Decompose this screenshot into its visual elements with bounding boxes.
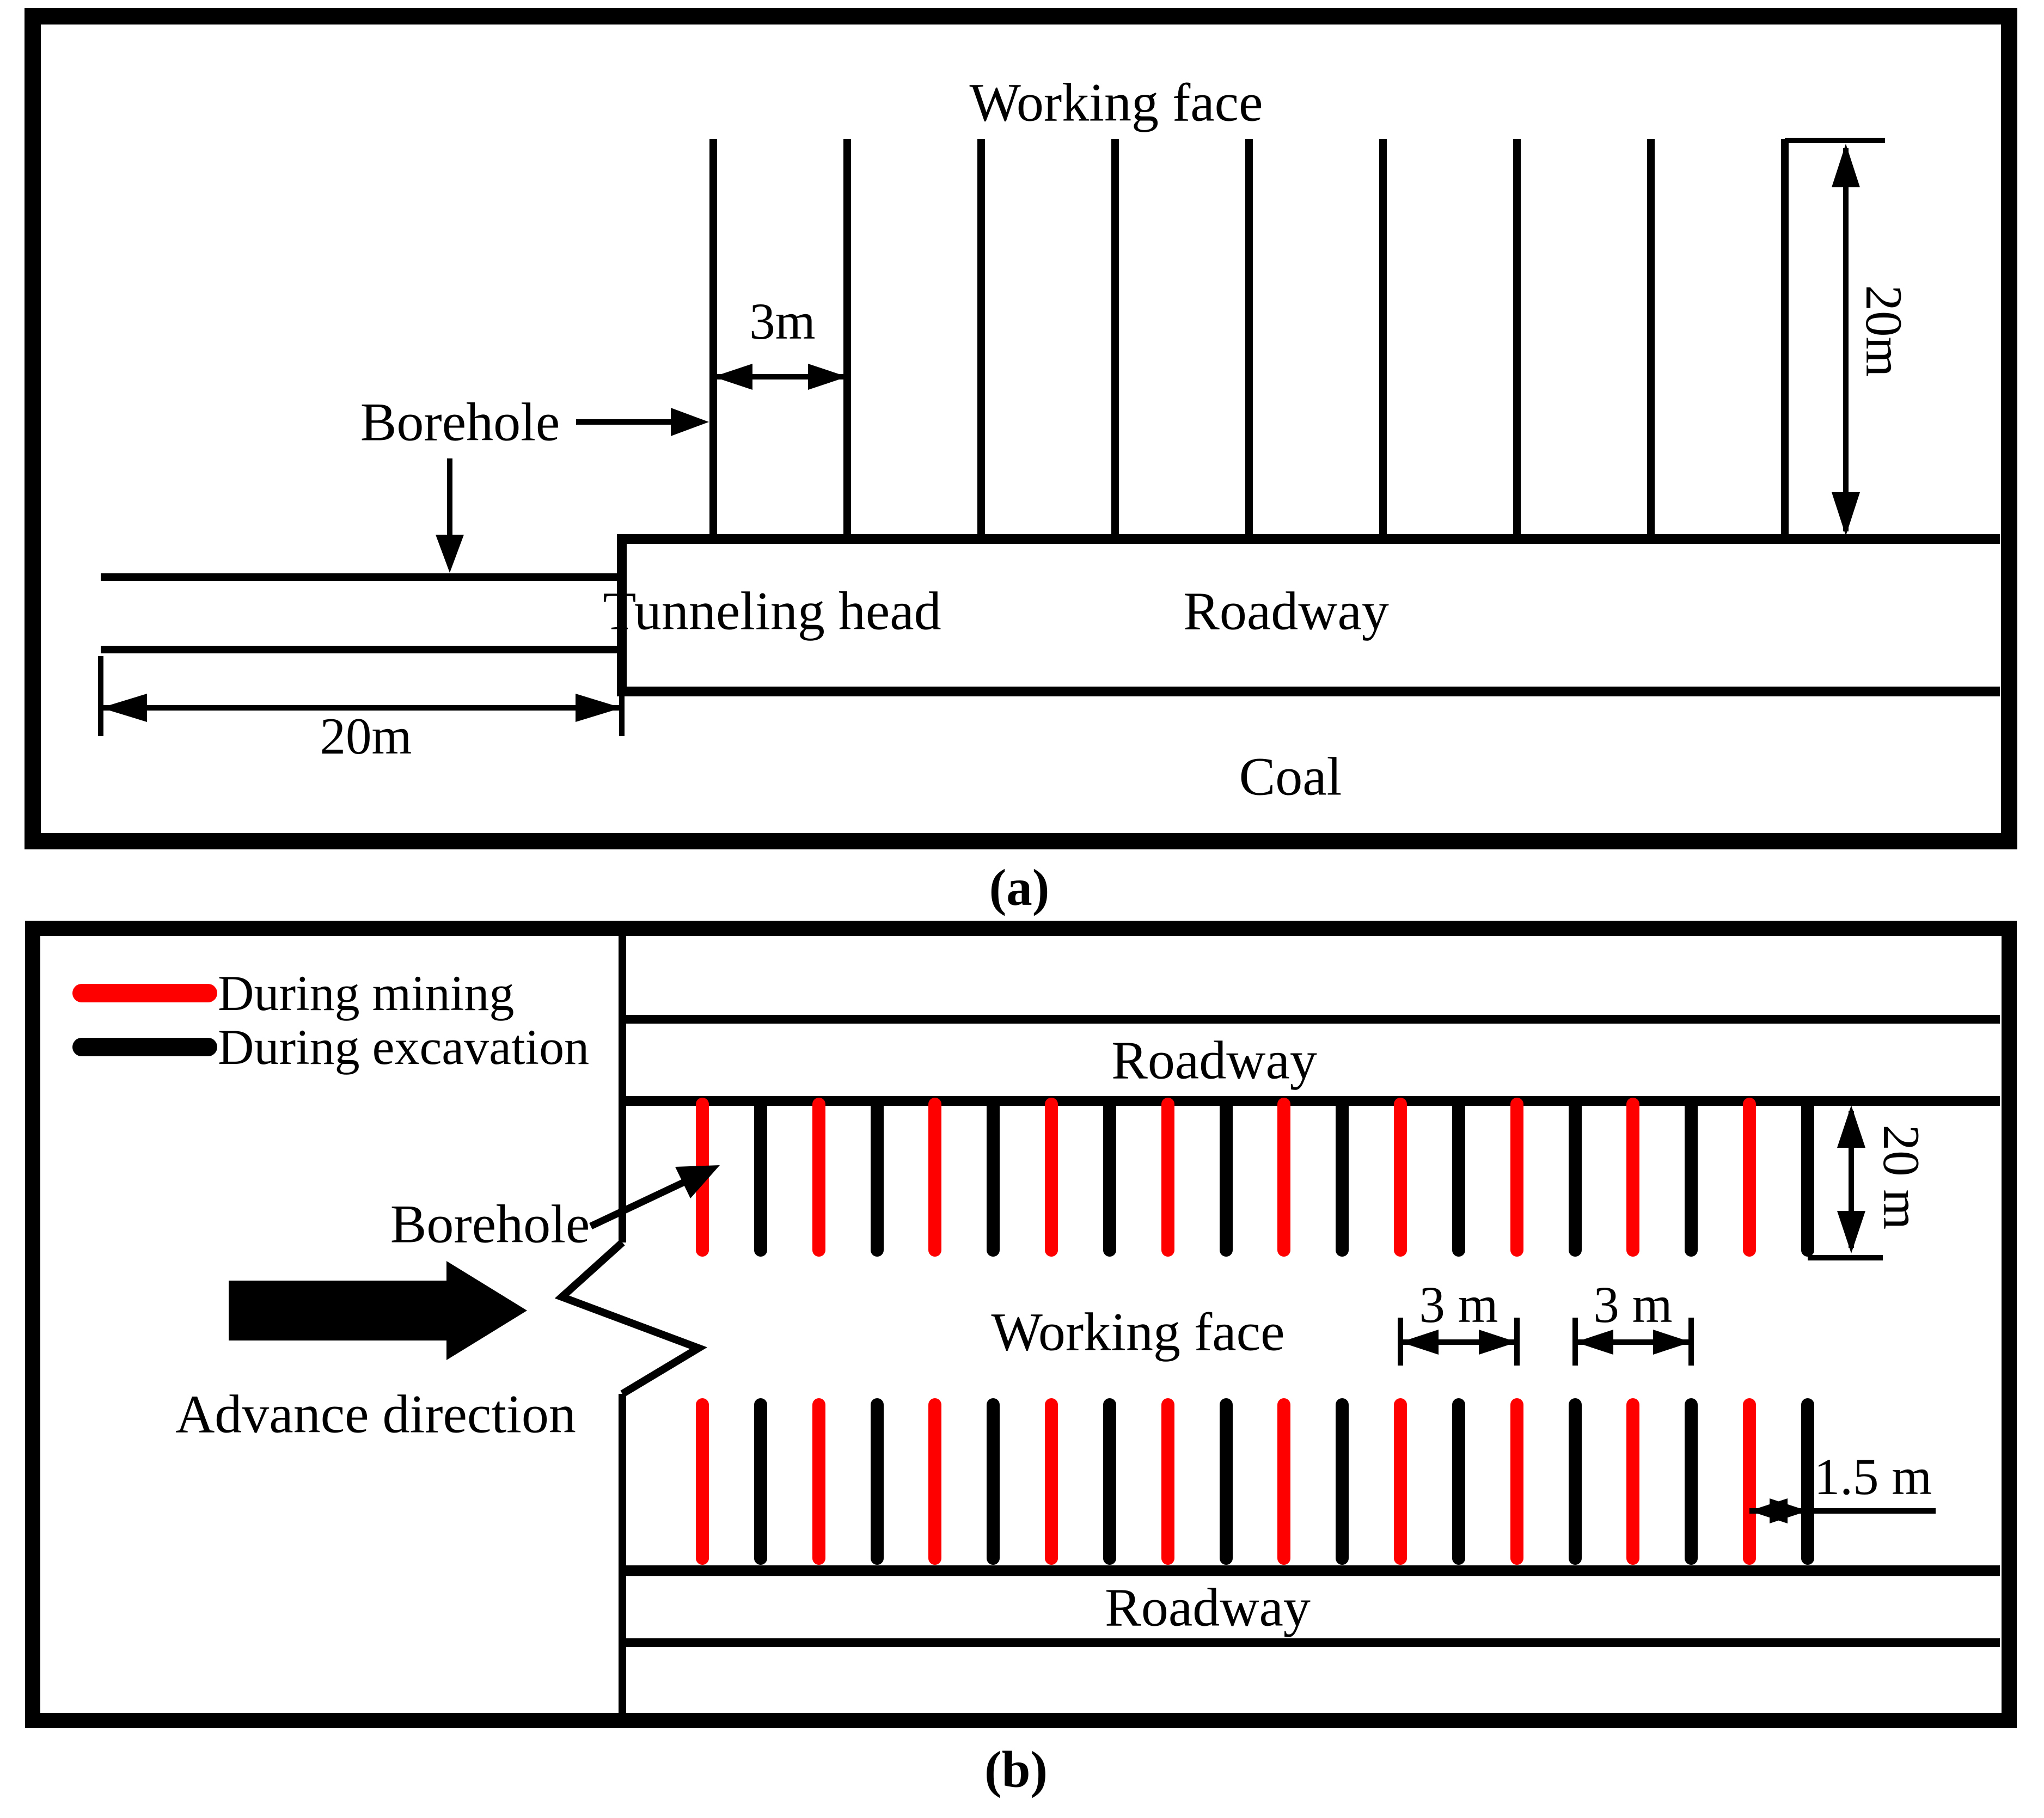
borehole-callout-a [360,392,709,573]
dim-3m-a [713,292,847,390]
arrowhead-up-icon [1837,1105,1865,1148]
working-face-label-a: Working face [969,72,1263,133]
arrowhead-left-icon [101,694,147,722]
arrowhead-right-icon [671,408,709,436]
panel-b [33,928,2009,1798]
caption-b: (b) [984,1741,1048,1798]
dim-3m-excavation [1575,1276,1691,1366]
working-face-label-b: Working face [991,1301,1285,1362]
dim-20m-vertical-a-label: 20m [1855,285,1913,377]
horizontal-borehole-group-a [101,577,626,650]
zigzag-break-icon [562,1242,699,1394]
arrowhead-down-icon [1832,492,1860,536]
dim-20m-b [1808,1105,1930,1258]
coal-label: Coal [1239,746,1342,807]
dim-1-5m [1749,1448,1936,1523]
legend [82,965,589,1075]
arrowhead-down-icon [436,535,464,573]
dim-3m-mining-label: 3 m [1419,1276,1498,1333]
legend-label-excavation: During excavation [218,1019,590,1075]
roadway-label-b-bottom: Roadway [1105,1577,1311,1638]
dim-20m-horizontal-a-label: 20m [320,707,412,765]
borehole-label-a: Borehole [360,391,560,452]
dim-3m-a-label: 3m [749,292,816,350]
dim-20m-horizontal-a [101,656,622,765]
arrowhead-left-icon [713,364,752,390]
advance-direction-callout [175,1261,576,1444]
borehole-row-bottom [702,1405,1808,1558]
dim-3m-excavation-label: 3 m [1593,1276,1673,1333]
tunneling-head-label: Tunneling head [603,580,941,641]
borehole-label-b: Borehole [390,1193,590,1254]
roadway-label-a: Roadway [1183,580,1389,641]
borehole-group-a [713,139,1785,542]
roadway-label-b-top: Roadway [1111,1030,1317,1091]
arrowhead-up-icon [1832,144,1860,187]
dim-1-5m-label: 1.5 m [1814,1448,1932,1505]
advance-direction-label: Advance direction [175,1384,576,1444]
arrowhead-right-icon [576,694,622,722]
caption-a: (a) [989,859,1050,916]
roadway-bottom-b [619,1571,2000,1643]
panel-a [33,16,2009,916]
dim-20m-vertical-a [1785,140,1913,536]
borehole-arrow-b [591,1176,697,1226]
dim-20m-b-label: 20 m [1872,1124,1930,1230]
arrowhead-down-icon [1837,1211,1865,1253]
roadway-top-b [619,1019,2000,1101]
dim-3m-mining [1400,1276,1517,1366]
legend-label-mining: During mining [218,965,515,1021]
borehole-row-top [702,1104,1808,1250]
advance-direction-arrow-icon [229,1261,527,1360]
arrowhead-right-icon [808,364,847,390]
borehole-callout-b [390,1165,720,1254]
